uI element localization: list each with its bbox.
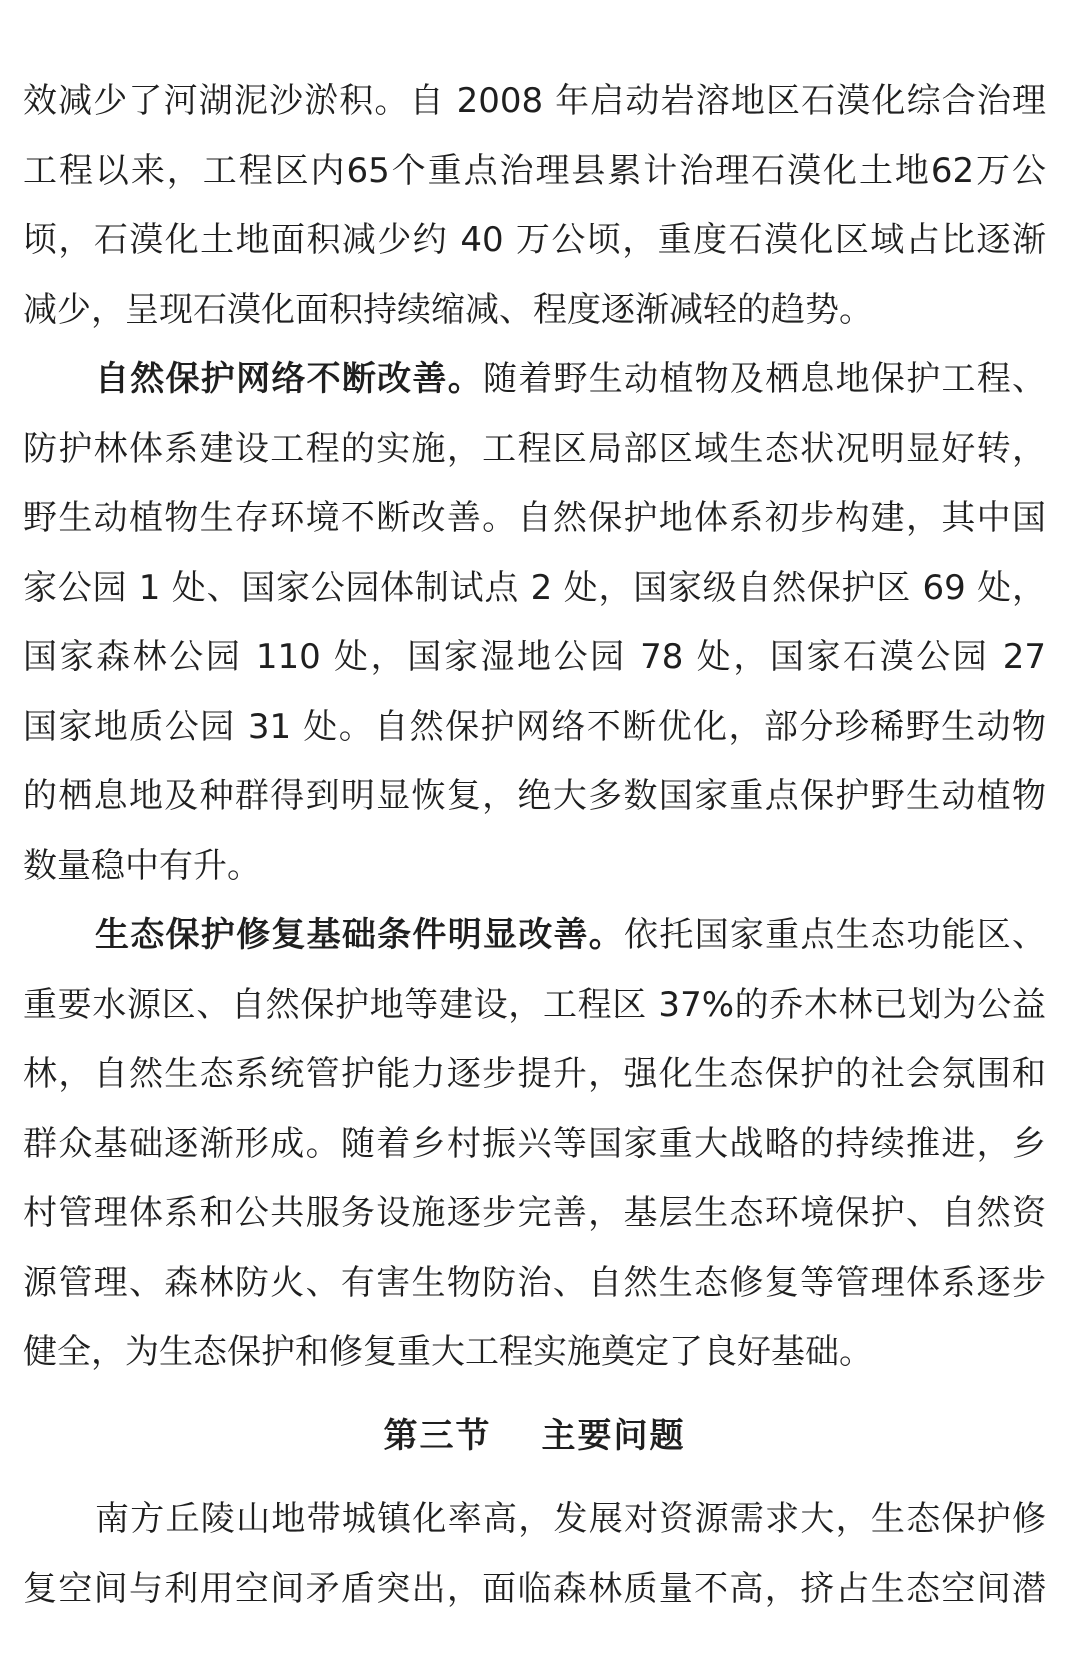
text-line: 国家地质公园 31 处。自然保护网络不断优化，部分珍稀野生动物: [23, 706, 1046, 747]
text-line: 数量稳中有升。: [23, 845, 261, 886]
section-heading: [23, 1402, 1046, 1472]
text-line: 重要水源区、自然保护地等建设，工程区 37%的乔木林已划为公益: [23, 984, 1046, 1025]
text-line: 效减少了河湖泥沙淤积。自 2008 年启动岩溶地区石漠化综合治理: [23, 81, 1046, 121]
text-line: 野生动植物生存环境不断改善。自然保护地体系初步构建，其中国: [23, 498, 1046, 538]
text-line: 群众基础逐渐形成。随着乡村振兴等国家重大战略的持续推进，乡: [23, 1123, 1046, 1164]
text-line: 工程以来，工程区内65个重点治理县累计治理石漠化土地62万公: [23, 150, 1046, 191]
paragraph-main-problems: [23, 1485, 1046, 1624]
paragraph-stone-desertification: [23, 67, 1046, 345]
text-line: 健全，为生态保护和修复重大工程实施奠定了良好基础。: [23, 1332, 873, 1372]
text-line: 的栖息地及种群得到明显恢复，绝大多数国家重点保护野生动植物: [23, 776, 1046, 816]
text-line: 南方丘陵山地带城镇化率高，发展对资源需求大，生态保护修: [95, 1499, 1046, 1539]
text-line: [23, 901, 1046, 971]
text-line: 防护林体系建设工程的实施，工程区局部区域生态状况明显好转，: [23, 428, 1046, 469]
paragraph-nature-protection-network: [23, 345, 1046, 901]
text-line: 源管理、森林防火、有害生物防治、自然生态修复等管理体系逐步: [23, 1262, 1046, 1303]
text-span: 依托国家重点生态功能区、: [624, 915, 1046, 955]
paragraph-lead-heading: 生态保护修复基础条件明显改善。: [95, 915, 625, 955]
text-line: 国家森林公园 110 处，国家湿地公园 78 处，国家石漠公园 27: [23, 637, 1046, 677]
text-line: 复空间与利用空间矛盾突出，面临森林质量不高，挤占生态空间潜: [23, 1568, 1046, 1609]
text-line: [23, 345, 1046, 415]
paragraph-lead-heading: 自然保护网络不断改善。: [95, 359, 483, 399]
document-page: [23, 67, 1046, 1624]
text-line: 村管理体系和公共服务设施逐步完善，基层生态环境保护、自然资: [23, 1193, 1046, 1233]
text-span: 随着野生动植物及栖息地保护工程、: [482, 359, 1046, 399]
text-line: 顷，石漠化土地面积减少约 40 万公顷，重度石漠化区域占比逐渐: [23, 220, 1046, 260]
text-line: 林，自然生态系统管护能力逐步提升，强化生态保护的社会氛围和: [23, 1054, 1046, 1094]
paragraph-ecological-foundation: [23, 901, 1046, 1388]
text-line: 家公园 1 处、国家公园体制试点 2 处，国家级自然保护区 69 处，: [23, 567, 1046, 608]
text-line: 减少，呈现石漠化面积持续缩减、程度逐渐减轻的趋势。: [23, 289, 873, 330]
section-title: 主要问题: [541, 1415, 686, 1456]
section-number: 第三节: [383, 1415, 492, 1456]
